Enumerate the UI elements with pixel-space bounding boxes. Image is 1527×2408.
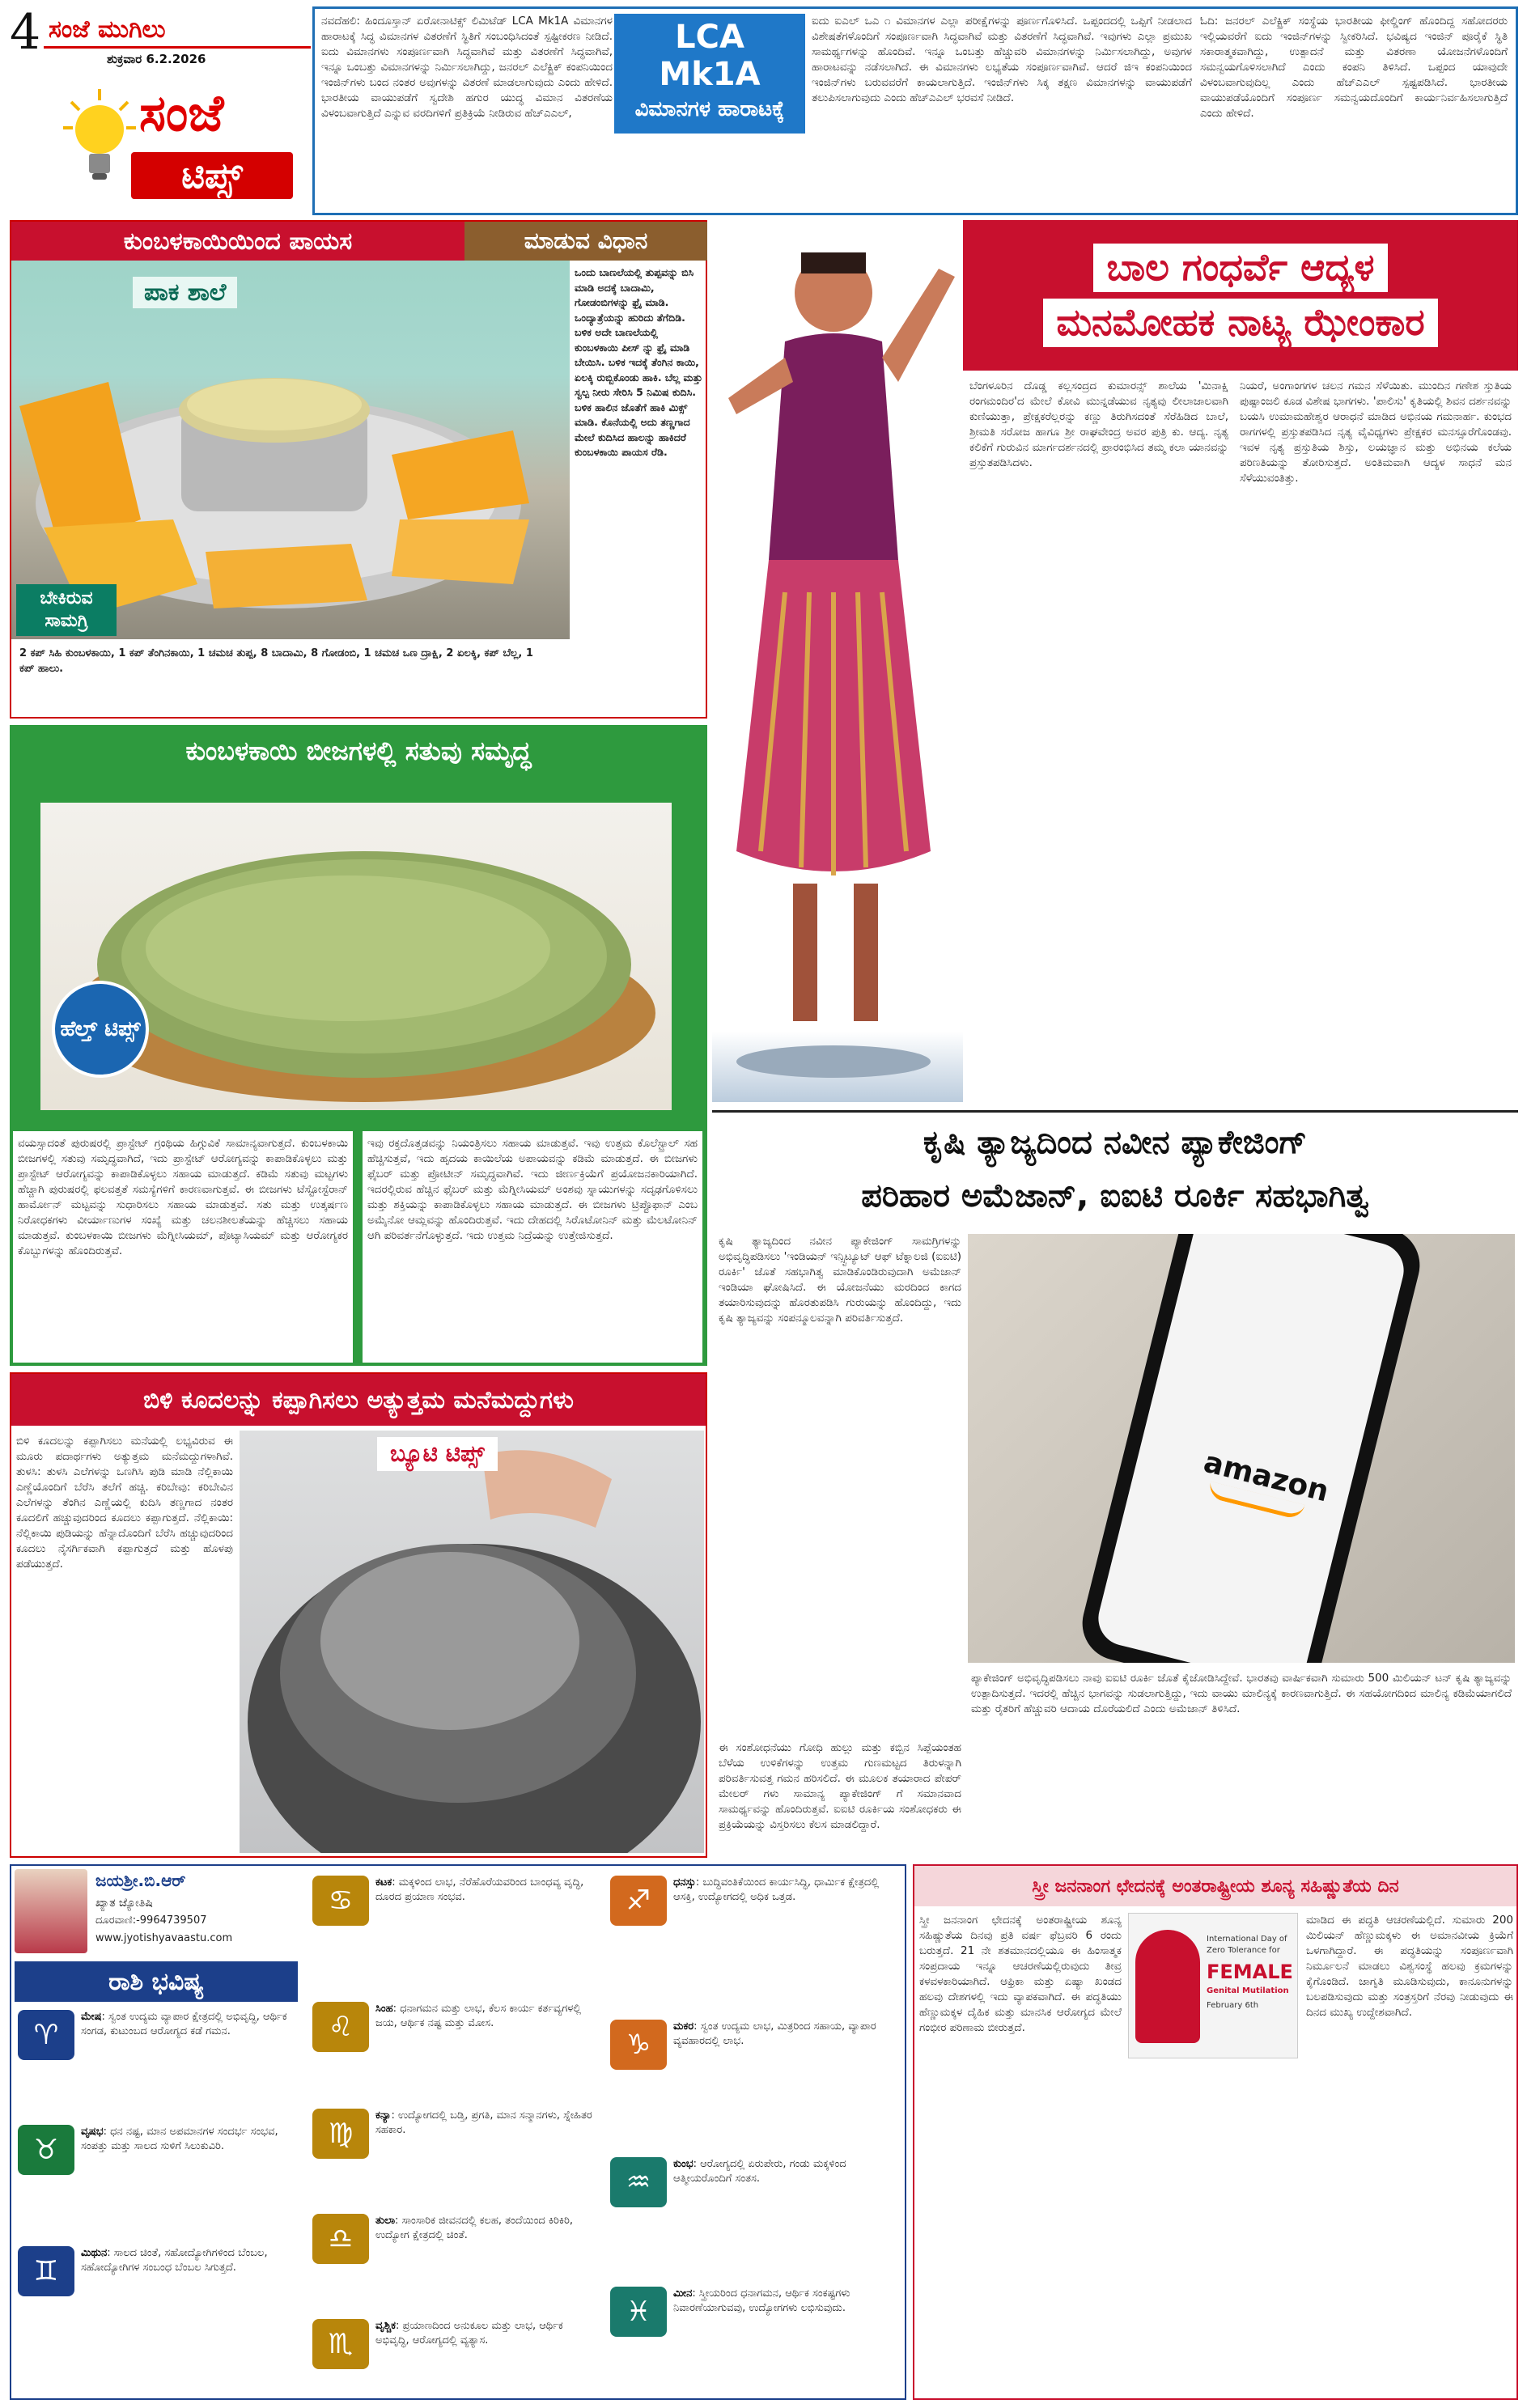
lca-col-1: ನವದೆಹಲಿ: ಹಿಂದೂಸ್ತಾನ್ ಏರೋನಾಟಿಕ್ಸ್ ಲಿಮಿಟೆಡ್ LCA Mk1A ವಿಮಾನಗಳ ಹಾರಾಟಕ್ಕೆ ಸಿದ್ಧ ವಿಮಾನಗಳ ವಿತರಣೆಗೆ ಸ್ಥಿತಿಗೆ ಸಂಬಂಧಿಸಿದಂತೆ ಸ್ಪಷ್ಟೀಕರಣ ನೀಡಿದೆ. ಐದು ವಿಮಾನಗಳು ಸಂಪೂರ್ಣವಾಗಿ ಸಿದ್ಧವಾಗಿವೆ ಮತ್ತು ವಿತರಣೆಗೆ ಸಿದ್ಧವಾಗಿವೆ, ಇನ್ನೂ ಒಂಬತ್ತು ವಿಮಾನಗಳನ್ನು ನಿರ್ಮಿಸಲಾಗಿದ್ದು, ಜನರಲ್ ಎಲೆಕ್ಟ್ರಿಕ್ ಕಂಪನಿಯಿಂದ ಇಂಜಿನ್‌ಗಳು ಬಂದ ನಂತರ ಅವುಗಳನ್ನು ವಿತರಣೆ ಮಾಡಲಾಗುವುದು ಎಂದು ಹೇಳಿದೆ. ಭಾರತೀಯ ವಾಯುಪಡೆಗೆ ಸ್ವದೇಶಿ ಹಗುರ ಯುದ್ಧ ವಿಮಾನ ವಿತರಣೆಯ ವಿಳಂಬವಾಗುತ್ತಿದೆ ಎನ್ನುವ ವರದಿಗಳಿಗೆ ಪ್ರತಿಕ್ರಿಯೆ ನೀಡಿರುವ ಹೆಚ್‌ಎಎಲ್, (321, 15, 613, 120)
seeds-title: ಕುಂಬಳಕಾಯಿ ಬೀಜಗಳಲ್ಲಿ ಸತುವು ಸಮೃದ್ಧ (185, 735, 532, 766)
cancer-icon: ♋ (312, 1876, 369, 1926)
aries-icon: ♈ (18, 2010, 74, 2060)
masthead (10, 6, 308, 209)
rashi-item: ♐ ಧನಸ್ಸು: ಬುದ್ಧಿವಂತಿಕೆಯಿಂದ ಕಾರ್ಯಸಿದ್ಧಿ, ಧಾರ್ಮಿಕ ಕ್ಷೇತ್ರದಲ್ಲಿ ಆಸಕ್ತಿ, ಉದ್ಯೋಗದಲ್ಲಿ ಅಧಿಕ ಒತ್ತಡ. (610, 1876, 901, 1926)
fgm-poster-line4: Genital Mutilation (1207, 1986, 1289, 1995)
rashi-item: ♉ ವೃಷಭ: ಧನ ನಷ್ಟ, ಮಾನ ಅಪಮಾನಗಳ ಸಂದರ್ಭ ಸಂಭವ, ಸಂಪತ್ತು ಮತ್ತು ಸಾಲದ ಸುಳಿಗೆ ಸಿಲುಕುವಿರಿ. (18, 2125, 298, 2175)
hair-title: ಬಿಳಿ ಕೂದಲನ್ನು ಕಪ್ಪಾಗಿಸಲು ಅತ್ಯುತ್ತಮ ಮನೆಮದ್ದುಗಳು (11, 1374, 706, 1426)
lca-subtitle: ವಿಮಾನಗಳ ಹಾರಾಟಕ್ಕೆ ಸಿದ್ಧ (634, 97, 785, 154)
sign-name: ಸಿಂಹ (375, 2003, 393, 2015)
method-title: ಮಾಡುವ ವಿಧಾನ (464, 222, 707, 261)
pisces-icon: ♓ (610, 2287, 667, 2337)
sign-text: ಉದ್ಯೋಗದಲ್ಲಿ ಬಡ್ತಿ, ಪ್ರಗತಿ, ಮಾನ ಸನ್ಮಾನಗಳು, ಸ್ನೇಹಿತರ ಸಹಕಾರ. (375, 2109, 592, 2136)
sagittarius-icon: ♐ (610, 1876, 667, 1926)
amazon-col-2: ಈ ಸಂಶೋಧನೆಯು ಗೋಧಿ ಹುಲ್ಲು ಮತ್ತು ಕಬ್ಬಿನ ಸಿಪ್ಪೆಯಂತಹ ಬೆಳೆಯ ಉಳಿಕೆಗಳನ್ನು ಉತ್ತಮ ಗುಣಮಟ್ಟದ ತಿರುಳನ್ನಾಗಿ ಪರಿವರ್ತಿಸುವತ್ತ ಗಮನ ಹರಿಸಲಿದೆ. ಈ ಮೂಲಕ ತಯಾರಾದ ಪೇಪರ್ ಮೇಲರ್ ಗಳು ಸಾಮಾನ್ಯ ಪ್ಯಾಕೇಜಿಂಗ್ ಗೆ ಸಮಾನವಾದ ಸಾಮರ್ಥ್ಯವನ್ನು ಹೊಂದಿರುತ್ತವೆ. ಐಐಟಿ ರೂರ್ಕಿಯ ಸಂಶೋಧಕರು ಈ ಪ್ರಕ್ರಿಯೆಯನ್ನು ವಿಸ್ತರಿಸಲು ಕೆಲಸ ಮಾಡಲಿದ್ದಾರೆ. (719, 1741, 961, 1831)
sign-name: ಕುಂಭ (673, 2158, 694, 2170)
sign-text: ಧನ ನಷ್ಟ, ಮಾನ ಅಪಮಾನಗಳ ಸಂದರ್ಭ ಸಂಭವ, ಸಂಪತ್ತು ಮತ್ತು ಸಾಲದ ಸುಳಿಗೆ ಸಿಲುಕುವಿರಿ. (81, 2126, 278, 2152)
sign-text: ಆರೋಗ್ಯದಲ್ಲಿ ಏರುಪೇರು, ಗಂಡು ಮಕ್ಕಳಿಂದ ಆತ್ಮೀಯರೊಂದಿಗೆ ಸಂತಸ. (673, 2158, 846, 2185)
sign-text: ಸ್ವಂತ ಉದ್ಯಮ ಲಾಭ, ಮಿತ್ರರಿಂದ ಸಹಾಯ, ವ್ಯಾಪಾರ ವ್ಯವಹಾರದಲ್ಲಿ ಲಾಭ. (673, 2020, 876, 2047)
dancer-headline (963, 220, 1518, 371)
dancer-article (712, 220, 1518, 1102)
section-subtitle: ಟಿಪ್ಸ್ (131, 152, 293, 199)
astro-section (10, 1864, 906, 2400)
rashi-item: ♏ ವೃಶ್ಚಿಕ: ಪ್ರಯಾಣದಿಂದ ಅನುಕೂಲ ಮತ್ತು ಲಾಭ, ಆರ್ಥಿಕ ಅಭಿವೃದ್ಧಿ, ಆರೋಗ್ಯದಲ್ಲಿ ವ್ಯತ್ಯಾಸ. (312, 2319, 596, 2369)
seeds-col-1: ವಯಸ್ಸಾದಂತೆ ಪುರುಷರಲ್ಲಿ ಪ್ರಾಸ್ಟೇಟ್ ಗ್ರಂಥಿಯ ಹಿಗ್ಗುವಿಕೆ ಸಾಮಾನ್ಯವಾಗುತ್ತದೆ. ಕುಂಬಳಕಾಯಿ ಬೀಜಗಳಲ್ಲಿ ಸತುವು ಸಮೃದ್ಧವಾಗಿದೆ, ಇದು ಪ್ರಾಸ್ಟೇಟ್ ಆರೋಗ್ಯವನ್ನು ಕಾಪಾಡಿಕೊಳ್ಳಲು ಮತ್ತು ಪ್ರಾಸ್ಟೇಟ್ ಆರೋಗ್ಯವನ್ನು ಕಾಪಾಡಿಕೊಳ್ಳಲು ಸಹಾಯ ಮಾಡುತ್ತದೆ. ಕಡಿಮೆ ಸತುವು ಮಟ್ಟಗಳು ಹೆಚ್ಚಾಗಿ ಪುರುಷರಲ್ಲಿ ಫಲವತ್ತತೆ ಸಮಸ್ಯೆಗಳಿಗೆ ಕಾರಣವಾಗುತ್ತವೆ. ಈ ಬೀಜಗಳು ಟೆಸ್ಟೋಸ್ಟೆರಾನ್ ಹಾರ್ಮೋನ್ ಮಟ್ಟವನ್ನು ಸುಧಾರಿಸಲು ಸಹಾಯ ಮಾಡುತ್ತವೆ. ಸತು ಮತ್ತು ಉತ್ಕರ್ಷಣ ನಿರೋಧಕಗಳು ವೀರ್ಯಾಣುಗಳ ಸಂಖ್ಯೆ ಮತ್ತು ಚಲನಶೀಲತೆಯನ್ನು ಹೆಚ್ಚಿಸಲು ಸಹಾಯ ಮಾಡುತ್ತವೆ. ಕುಂಬಳಕಾಯಿ ಬೀಜಗಳು ಮೆಗ್ನೀಸಿಯಮ್, ಪೊಟ್ಯಾಸಿಯಮ್ ಮತ್ತು ಆರೋಗ್ಯಕರ ಕೊಬ್ಬುಗಳನ್ನು ಹೊಂದಿರುತ್ತವೆ. (13, 1131, 353, 1363)
sign-text: ಸ್ವಂತ ಉದ್ಯಮ ವ್ಯಾಪಾರ ಕ್ಷೇತ್ರದಲ್ಲಿ ಅಭಿವೃದ್ಧಿ, ಆರ್ಥಿಕ ಸಂಗಡ, ಕುಟುಂಬದ ಆರೋಗ್ಯದ ಕಡೆ ಗಮನ. (81, 2011, 287, 2037)
rashi-item: ♎ ತುಲಾ: ಸಾಂಸಾರಿಕ ಜೀವನದಲ್ಲಿ ಕಲಹ, ತಂದೆಯಿಂದ ಕಿರಿಕಿರಿ, ಉದ್ಯೋಗ ಕ್ಷೇತ್ರದಲ್ಲಿ ಚಿಂತೆ. (312, 2214, 596, 2264)
lca-col-2: ಐದು ಐಎಲ್ ಒಎ ೧ ವಿಮಾನಗಳ ಎಲ್ಲಾ ಪರೀಕ್ಷೆಗಳನ್ನು ಪೂರ್ಣಗೊಳಿಸಿದೆ. ಒಪ್ಪಂದದಲ್ಲಿ ಒಪ್ಪಿಗೆ ನೀಡಲಾದ ವಿಶೇಷತೆಗಳೊಂದಿಗೆ ಸಂಪೂರ್ಣವಾಗಿ ಸಿದ್ಧವಾಗಿವೆ ಮತ್ತು ವಿತರಣೆಗೆ ಸಿದ್ಧವಾಗಿವೆ. ಇವುಗಳು ಎಲ್ಲಾ ಪ್ರಮುಖ ಸಾಮರ್ಥ್ಯಗಳನ್ನು ಹೊಂದಿವೆ. ಇನ್ನೂ ಒಂಬತ್ತು ಹೆಚ್ಚುವರಿ ವಿಮಾನಗಳನ್ನು ನಿರ್ಮಿಸಲಾಗಿದ್ದು, ಅವುಗಳ ಹಾರಾಟವನ್ನು ನಡೆಸಲಾಗಿದೆ. ಈ ವಿಮಾನಗಳು ಲಭ್ಯತೆಯ ಸಂಪೂರ್ಣವಾಗಿವೆ. ಆದರೆ ಜಿಇ ಕಂಪನಿಯಿಂದ ಇಂಜಿನ್‌ಗಳು ಬರುವವರೆಗೆ ಕಾಯಲಾಗುತ್ತಿದೆ. ಇಂಜಿನ್‌ಗಳು ಸಿಕ್ಕ ತಕ್ಷಣ ವಿಮಾನಗಳನ್ನು ವಾಯುಪಡೆಗೆ ತಲುಪಿಸಲಾಗುವುದು ಎಂದು ಹೆಚ್‌ಎಎಲ್ ಭರವಸೆ ನೀಡಿದೆ. (812, 15, 1192, 104)
amazon-title-2: ಪರಿಹಾರ ಅಮೆಜಾನ್, ಐಐಟಿ ರೂರ್ಕಿ ಸಹಭಾಗಿತ್ವ (861, 1177, 1369, 1215)
amazon-col-3: ಪ್ಯಾಕೇಜಿಂಗ್ ಅಭಿವೃದ್ಧಿಪಡಿಸಲು ನಾವು ಐಐಟಿ ರೂರ್ಕಿ ಜೊತೆ ಕೈಜೋಡಿಸಿದ್ದೇವೆ. ಭಾರತವು ವಾರ್ಷಿಕವಾಗಿ ಸುಮಾರು 500 ಮಿಲಿಯನ್ ಟನ್ ಕೃಷಿ ತ್ಯಾಜ್ಯವನ್ನು ಉತ್ಪಾದಿಸುತ್ತದೆ. ಇದರಲ್ಲಿ ಹೆಚ್ಚಿನ ಭಾಗವನ್ನು ಸುಡಲಾಗುತ್ತಿದ್ದು, ಇದು ವಾಯು ಮಾಲಿನ್ಯಕ್ಕೆ ಕಾರಣವಾಗುತ್ತಿದೆ. ಈ ಸಹಯೋಗದಿಂದ ಮಾಲಿನ್ಯ ಕಡಿಮೆಯಾಗಲಿದೆ ಮತ್ತು ರೈತರಿಗೆ ಹೆಚ್ಚುವರಿ ಆದಾಯ ದೊರೆಯಲಿದೆ ಎಂದು ಅಮೆಜಾನ್ ತಿಳಿಸಿದೆ. (971, 1672, 1512, 1715)
sign-name: ವೃಷಭ (81, 2126, 104, 2138)
sign-text: ಧನಾಗಮನ ಮತ್ತು ಲಾಭ, ಕೆಲಸ ಕಾರ್ಯ ಕರ್ತವ್ಯಗಳಲ್ಲಿ ಜಯ, ಆರ್ಥಿಕ ನಷ್ಟ ಮತ್ತು ಮೋಸ. (375, 2003, 582, 2029)
amazon-logo: amazon (1200, 1445, 1333, 1509)
fgm-col-1b (1128, 2065, 1298, 2395)
hair-article (10, 1372, 707, 1858)
seeds-photo (40, 803, 672, 1110)
lca-col-3: ಓದಿ: ಜನರಲ್ ಎಲೆಕ್ಟ್ರಿಕ್ ಸಂಸ್ಥೆಯ ಭಾರತೀಯ ಫೀಲ್ಡಿಂಗ್ ಹೊಂದಿದ್ದ ಸಹೋದರರು ಇಲ್ಲಿಯವರೆಗೆ ಐದು ಇಂಜಿನ್‌ಗಳನ್ನು ಸ್ವೀಕರಿಸಿದೆ. ಭವಿಷ್ಯದ ಇಂಜಿನ್ ಪೂರೈಕೆ ಸ್ಥಿತಿ ಸಕಾರಾತ್ಮಕವಾಗಿದ್ದು, ಉತ್ಪಾದನೆ ಮತ್ತು ವಿತರಣಾ ಯೋಜನೆಗಳೊಂದಿಗೆ ಸಮನ್ವಯಗೊಳಿಸಲಾಗಿದೆ ಎಂದು ಕಂಪನಿ ತಿಳಿಸಿದೆ. ಒಪ್ಪಂದ ಯಾವುದೇ ವಿಳಂಬವಾಗುವುದಿಲ್ಲ ಎಂದು ಹೆಚ್‌ಎಎಲ್ ಸ್ಪಷ್ಟಪಡಿಸಿದೆ. ಭಾರತೀಯ ವಾಯುಪಡೆಯೊಂದಿಗೆ ಸಂಪೂರ್ಣ ಸಮನ್ವಯದೊಂದಿಗೆ ಕಾರ್ಯನಿರ್ವಹಿಸಲಾಗುತ್ತಿದೆ ಎಂದು ಹೇಳಿದೆ. (1200, 15, 1508, 120)
beauty-tips-badge: ಬ್ಯೂಟಿ ಟಿಪ್ಸ್ (377, 1437, 498, 1471)
amazon-phone-photo (968, 1234, 1515, 1663)
sign-name: ಮಿಥುನ (81, 2247, 108, 2259)
amazon-article (712, 1110, 1518, 1858)
sign-name: ಕನ್ಯಾ (375, 2109, 392, 2122)
dancer-col-1: ಬೆಂಗಳೂರಿನ ದೊಡ್ಡ ಕಲ್ಲಸಂದ್ರದ ಕುಮಾರನ್ಸ್ ಶಾಲೆಯ 'ಮಿನಾಕ್ಷಿ ರಂಗಮಂದಿರ'ದ ಮೇಲೆ ಕೋವಿ ಮುನ್ನಡೆಯುವ ನೃತ್ಯವು ಲೀಲಾಜಾಲವಾಗಿ ಕುಣಿಯುತ್ತಾ, ಪ್ರೇಕ್ಷಕರೆಲ್ಲರನ್ನು ಕಣ್ಣು ತಿರುಗಿಸದಂತೆ ಸೆರೆಹಿಡಿದ ಬಾಲೆ, ಶ್ರೀಮತಿ ಸರೋಜ ಹಾಗೂ ಶ್ರೀ ರಾಘವೇಂದ್ರ ಅವರ ಪುತ್ರಿ ಕು. ಆದ್ಯ. ನೃತ್ಯ ಕಲಿಕೆಗೆ ಗುರುವಿನ ಮಾರ್ಗದರ್ಶನದಲ್ಲಿ ಪ್ರಾರಂಭಿಸಿದ ತಮ್ಮ ಕಲಾ ಯಾನವನ್ನು ಪ್ರಸ್ತುತಪಡಿಸಿದಳು. (969, 379, 1228, 469)
amazon-col-1: ಕೃಷಿ ತ್ಯಾಜ್ಯದಿಂದ ನವೀನ ಪ್ಯಾಕೇಜಿಂಗ್ ಸಾಮಗ್ರಿಗಳನ್ನು ಅಭಿವೃದ್ಧಿಪಡಿಸಲು 'ಇಂಡಿಯನ್ ಇನ್ಸ್ಟಿಟ್ಯೂಟ್ ಆಫ್ ಟೆಕ್ನಾಲಜಿ (ಐಐಟಿ) ರೂರ್ಕಿ' ಜೊತೆ ಸಹಭಾಗಿತ್ವ ಮಾಡಿಕೊಂಡಿರುವುದಾಗಿ ಅಮೆಜಾನ್ ಇಂಡಿಯಾ ಘೋಷಿಸಿದೆ. ಈ ಯೋಜನೆಯು ಮರದಿಂದ ಕಾಗದ ತಯಾರಿಸುವುದನ್ನು ಹೊರತುಪಡಿಸಿ ಗುರುಯನ್ನು ಹೊಂದಿದ್ದು, ಇದು ಕೃಷಿ ತ್ಯಾಜ್ಯವನ್ನು ಸಂಪನ್ಮೂಲವನ್ನಾಗಿ ಪರಿವರ್ತಿಸುತ್ತದೆ. (719, 1235, 961, 1325)
astrologer-card (15, 1869, 298, 1958)
payasa-title: ಕುಂಬಳಕಾಯಿಯಿಂದ ಪಾಯಸ (11, 222, 464, 261)
taurus-icon: ♉ (18, 2125, 74, 2175)
seeds-col-2: ಇವು ರಕ್ತದೊತ್ತಡವನ್ನು ನಿಯಂತ್ರಿಸಲು ಸಹಾಯ ಮಾಡುತ್ತವೆ. ಇವು ಉತ್ತಮ ಕೊಲೆಸ್ಟ್ರಾಲ್ ಸಹ ಹೆಚ್ಚಿಸುತ್ತವೆ, ಇದು ಹೃದಯ ಕಾಯಿಲೆಯ ಅಪಾಯವನ್ನು ಕಡಿಮೆ ಮಾಡುತ್ತದೆ. ಈ ಬೀಜಗಳು ಫೈಬರ್ ಮತ್ತು ಪ್ರೋಟೀನ್ ಸಮೃದ್ಧವಾಗಿವೆ. ಇದು ಜೀರ್ಣಕ್ರಿಯೆಗೆ ಪ್ರಯೋಜನಕಾರಿಯಾಗಿದೆ. ಇದರಲ್ಲಿರುವ ಹೆಚ್ಚಿನ ಫೈಬರ್ ಮತ್ತು ಮೆಗ್ನೀಸಿಯಮ್ ಅಂಶವು ಸ್ನಾಯುಗಳನ್ನು ಸದೃಢಗೊಳಿಸಲು ಮತ್ತು ಶಕ್ತಿಯನ್ನು ಕಾಪಾಡಿಕೊಳ್ಳಲು ಸಹಾಯ ಮಾಡುತ್ತದೆ. ಈ ಬೀಜಗಳು ಟ್ರಿಪ್ಟೊಫಾನ್ ಎಂಬ ಅಮೈನೋ ಆಮ್ಲವನ್ನು ಹೊಂದಿರುತ್ತವೆ. ಇದು ದೇಹದಲ್ಲಿ ಸಿರೊಟೋನಿನ್ ಮತ್ತು ಮೆಲಟೋನಿನ್ ಆಗಿ ಪರಿವರ್ತನೆಗೊಳ್ಳುತ್ತದೆ. ಇದು ಉತ್ತಮ ನಿದ್ರೆಯನ್ನು ಉತ್ತೇಜಿಸುತ್ತದೆ. (363, 1131, 702, 1363)
fgm-poster-line3: FEMALE (1207, 1961, 1293, 1983)
dancer-col-2: ನಿಯರೆ, ಅಂಗಾಂಗಗಳ ಚಲನ ಗಮನ ಸೆಳೆಯಿತು. ಮುಂದಿನ ಗಣೇಶ ಸ್ತುತಿಯ ಪುಷ್ಪಾಂಜಲಿ ಕೂಡ ವಿಶೇಷ ಭಾಗಗಳು. 'ಪಾಲಿಸು' ಕೃತಿಯಲ್ಲಿ ಶಿವನ ದರ್ಶನವನ್ನು ಬಯಸಿ ಉಮಾಮಹೇಶ್ವರ ಆರಾಧನೆ ಮಾಡಿದ ಅಭಿನಯ ಗಮನಾರ್ಹ. ಕುಂಭದ ರಾಗಗಳಲ್ಲಿ ಪ್ರಸ್ತುತಪಡಿಸಿದ ನೃತ್ಯ ವೈವಿಧ್ಯಗಳು ಪ್ರೇಕ್ಷಕರ ಮನಸ್ಸೂರೆಗೊಂಡವು. ಇವಳ ನೃತ್ಯ ಪ್ರಸ್ತುತಿಯ ಶಿಸ್ತು, ಲಯಜ್ಞಾನ ಮತ್ತು ಅಭಿನಯ ಕಲೆಯ ಪರಿಣತಿಯನ್ನು ತೋರಿಸುತ್ತದೆ. ಅಂತಿಮವಾಗಿ ಆದ್ಯಳ ಸಾಧನೆ ಮನ ಸೆಳೆಯುವಂತಿತ್ತು. (1240, 379, 1512, 485)
hair-photo (240, 1431, 704, 1853)
hair-text: ಬಿಳಿ ಕೂದಲನ್ನು ಕಪ್ಪಾಗಿಸಲು ಮನೆಯಲ್ಲಿ ಲಭ್ಯವಿರುವ ಈ ಮೂರು ಪದಾರ್ಥಗಳು ಅತ್ಯುತ್ತಮ ಮನೆಮದ್ದುಗಳಾಗಿವೆ. ತುಳಸಿ: ತುಳಸಿ ಎಲೆಗಳನ್ನು ಒಣಗಿಸಿ ಪುಡಿ ಮಾಡಿ ನೆಲ್ಲಿಕಾಯಿ ಎಣ್ಣೆಯೊಂದಿಗೆ ಬೆರೆಸಿ ತಲೆಗೆ ಹಚ್ಚಿ. ಕರಿಬೇವು: ಕರಿಬೇವಿನ ಎಲೆಗಳನ್ನು ತೆಂಗಿನ ಎಣ್ಣೆಯಲ್ಲಿ ಕುದಿಸಿ ತಣ್ಣಗಾದ ನಂತರ ಕೂದಲಿಗೆ ಹಚ್ಚುವುದರಿಂದ ಕೂದಲು ಕಪ್ಪಾಗುತ್ತದೆ. ನೆಲ್ಲಿಕಾಯಿ: ನೆಲ್ಲಿಕಾಯಿ ಪುಡಿಯನ್ನು ಹೆನ್ನಾದೊಂದಿಗೆ ಬೆರೆಸಿ ಹಚ್ಚುವುದರಿಂದ ಕೂದಲು ನೈಸರ್ಗಿಕವಾಗಿ ಕಪ್ಪಾಗುತ್ತದೆ ಮತ್ತು ಹೊಳಪು ಪಡೆಯುತ್ತದೆ. (16, 1435, 233, 1571)
capricorn-icon: ♑ (610, 2020, 667, 2070)
sign-name: ಮೇಷ (81, 2011, 102, 2023)
libra-icon: ♎ (312, 2214, 369, 2264)
fgm-col-2: ಮಾಡಿದ ಈ ಪದ್ಧತಿ ಆಚರಣೆಯಲ್ಲಿದೆ. ಸುಮಾರು 200 ಮಿಲಿಯನ್ ಹೆಣ್ಣುಮಕ್ಕಳು ಈ ಅಮಾನವೀಯ ಕ್ರಿಯೆಗೆ ಒಳಗಾಗಿದ್ದಾರೆ. ಈ ಪದ್ಧತಿಯನ್ನು ಸಂಪೂರ್ಣವಾಗಿ ನಿರ್ಮೂಲನೆ ಮಾಡಲು ವಿಶ್ವಸಂಸ್ಥೆ ಹಲವು ಕ್ರಮಗಳನ್ನು ಕೈಗೊಂಡಿದೆ. ಜಾಗೃತಿ ಮೂಡಿಸುವುದು, ಕಾನೂನುಗಳನ್ನು ಬಲಪಡಿಸುವುದು ಮತ್ತು ಸಂತ್ರಸ್ತರಿಗೆ ನೆರವು ನೀಡುವುದು ಈ ದಿನದ ಮುಖ್ಯ ಉದ್ದೇಶವಾಗಿದೆ. (1306, 1914, 1513, 2019)
lca-title: LCA Mk1A (659, 19, 761, 93)
page-number: 4 (10, 4, 41, 61)
aquarius-icon: ♒ (610, 2157, 667, 2207)
lca-col-1b (614, 138, 805, 210)
sign-name: ಧನಸ್ಸು (673, 1876, 696, 1889)
scorpio-icon: ♏ (312, 2319, 369, 2369)
payasa-photo (11, 261, 570, 639)
rashi-item: ♈ ಮೇಷ: ಸ್ವಂತ ಉದ್ಯಮ ವ್ಯಾಪಾರ ಕ್ಷೇತ್ರದಲ್ಲಿ ಅಭಿವೃದ್ಧಿ, ಆರ್ಥಿಕ ಸಂಗಡ, ಕುಟುಂಬದ ಆರೋಗ್ಯದ ಕಡೆ ಗಮನ. (18, 2010, 298, 2060)
rashi-item: ♌ ಸಿಂಹ: ಧನಾಗಮನ ಮತ್ತು ಲಾಭ, ಕೆಲಸ ಕಾರ್ಯ ಕರ್ತವ್ಯಗಳಲ್ಲಿ ಜಯ, ಆರ್ಥಿಕ ನಷ್ಟ ಮತ್ತು ಮೋಸ. (312, 2002, 596, 2052)
sign-name: ವೃಶ್ಚಿಕ (375, 2320, 396, 2332)
sign-text: ಸಾಂಸಾರಿಕ ಜೀವನದಲ್ಲಿ ಕಲಹ, ತಂದೆಯಿಂದ ಕಿರಿಕಿರಿ, ಉದ್ಯೋಗ ಕ್ಷೇತ್ರದಲ್ಲಿ ಚಿಂತೆ. (375, 2215, 573, 2241)
fgm-article (913, 1864, 1518, 2400)
sign-text: ಮಕ್ಕಳಿಂದ ಲಾಭ, ನೆರೆಹೊರೆಯವರಿಂದ ಬಾಂಧವ್ಯ ವೃದ್ಧಿ, ದೂರದ ಪ್ರಯಾಣ ಸಂಭವ. (375, 1876, 584, 1903)
fgm-poster-line1: International Day of (1207, 1935, 1287, 1944)
astrologer-site: www.jyotishyavaastu.com (95, 1932, 233, 1944)
issue-date: ಶುಕ್ರವಾರ 6.2.2026 (107, 52, 206, 66)
dancer-title-1: ಬಾಲ ಗಂಧರ್ವೆ ಆದ್ಯಳ (1093, 244, 1387, 292)
astrologer-role: ಖ್ಯಾತ ಜ್ಯೋತಿಷಿ (95, 1897, 153, 1910)
rashi-item: ♋ ಕಟಕ: ಮಕ್ಕಳಿಂದ ಲಾಭ, ನೆರೆಹೊರೆಯವರಿಂದ ಬಾಂಧವ್ಯ ವೃದ್ಧಿ, ದೂರದ ಪ್ರಯಾಣ ಸಂಭವ. (312, 1876, 596, 1926)
rashi-item: ♓ ಮೀನ: ಸ್ತ್ರೀಯರಿಂದ ಧನಾಗಮನ, ಆರ್ಥಿಕ ಸಂಕಷ್ಟಗಳು ನಿವಾರಣೆಯಾಗುವವು, ಉದ್ಯೋಗಗಳು ಲಭಿಸುವುದು. (610, 2287, 901, 2337)
fgm-poster-line2: Zero Tolerance for (1207, 1946, 1280, 1955)
sign-text: ಸಾಲದ ಚಿಂತೆ, ಸಹೋದ್ಯೋಗಿಗಳಿಂದ ಬೆಂಬಲ, ಸಹೋದ್ಯೋಗಿಗಳ ಸಂಬಂಧ ಬೆಂಬಲ ಸಿಗುತ್ತದೆ. (81, 2247, 268, 2274)
sign-name: ಮೀನ (673, 2287, 693, 2300)
fgm-poster-line5: February 6th (1207, 2001, 1259, 2010)
amazon-title-1: ಕೃಷಿ ತ್ಯಾಜ್ಯದಿಂದ ನವೀನ ಪ್ಯಾಕೇಜಿಂಗ್ (923, 1124, 1308, 1161)
fgm-poster-hand (1135, 1930, 1200, 2043)
leo-icon: ♌ (312, 2002, 369, 2052)
payasa-ingredients: 2 ಕಪ್ ಸಿಹಿ ಕುಂಬಳಕಾಯಿ, 1 ಕಪ್ ತೆಂಗಿನಕಾಯಿ, 1 ಚಮಚ ತುಪ್ಪ, 8 ಬಾದಾಮಿ, 8 ಗೋಡಂಬಿ, 1 ಚಮಚ ಒಣ ದ್ರಾಕ್ಷಿ, 2 ಏಲಕ್ಕಿ, ಕಪ್ ಬೆಲ್ಲ, 1 ಕಪ್ ಹಾಲು. (19, 647, 533, 675)
sign-text: ಪ್ರಯಾಣದಿಂದ ಅನುಕೂಲ ಮತ್ತು ಲಾಭ, ಆರ್ಥಿಕ ಅಭಿವೃದ್ಧಿ, ಆರೋಗ್ಯದಲ್ಲಿ ವ್ಯತ್ಯಾಸ. (375, 2320, 563, 2347)
rashi-item: ♍ ಕನ್ಯಾ: ಉದ್ಯೋಗದಲ್ಲಿ ಬಡ್ತಿ, ಪ್ರಗತಿ, ಮಾನ ಸನ್ಮಾನಗಳು, ಸ್ನೇಹಿತರ ಸಹಕಾರ. (312, 2109, 596, 2159)
kitchen-label: ಪಾಕ ಶಾಲೆ (133, 277, 237, 308)
fgm-col-1: ಸ್ತ್ರೀ ಜನನಾಂಗ ಛೇದನಕ್ಕೆ ಅಂತರಾಷ್ಟ್ರೀಯ ಶೂನ್ಯ ಸಹಿಷ್ಣುತೆಯ ದಿನವು ಪ್ರತಿ ವರ್ಷ ಫೆಬ್ರವರಿ 6 ರಂದು ಬರುತ್ತದೆ. 21 ನೇ ಶತಮಾನದಲ್ಲಿಯೂ ಈ ಹಿಂಸಾತ್ಮಕ ಸಂಪ್ರದಾಯ ಇನ್ನೂ ಆಚರಣೆಯಲ್ಲಿರುವುದು ತೀವ್ರ ಕಳವಳಕಾರಿಯಾಗಿದೆ. ಆಫ್ರಿಕಾ ಮತ್ತು ಏಷ್ಯಾ ಖಂಡದ ಹಲವು ದೇಶಗಳಲ್ಲಿ ಇದು ವ್ಯಾಪಕವಾಗಿದೆ. ಈ ಪದ್ಧತಿಯು ಹೆಣ್ಣುಮಕ್ಕಳ ದೈಹಿಕ ಮತ್ತು ಮಾನಸಿಕ ಆರೋಗ್ಯದ ಮೇಲೆ ಗಂಭೀರ ಪರಿಣಾಮ ಬೀರುತ್ತದೆ. (919, 1914, 1122, 2034)
sign-name: ಮಕರ (673, 2020, 694, 2033)
ingredients-label: ಬೇಕಿರುವ ಸಾಮಗ್ರಿ (16, 584, 117, 636)
payasa-article (10, 220, 707, 719)
astrologer-name: ಜಯಶ್ರೀ.ಬಿ.ಆರ್ (95, 1871, 186, 1890)
rashi-heading: ರಾಶಿ ಭವಿಷ್ಯ (15, 1961, 298, 2002)
sign-text: ಬುದ್ಧಿವಂತಿಕೆಯಿಂದ ಕಾರ್ಯಸಿದ್ಧಿ, ಧಾರ್ಮಿಕ ಕ್ಷೇತ್ರದಲ್ಲಿ ಆಸಕ್ತಿ, ಉದ್ಯೋಗದಲ್ಲಿ ಅಧಿಕ ಒತ್ತಡ. (673, 1876, 880, 1903)
dancer-photo (712, 220, 963, 1102)
sign-name: ಕಟಕ (375, 1876, 392, 1889)
lca-article (312, 6, 1518, 215)
payasa-method: ಒಂದು ಬಾಣಲೆಯಲ್ಲಿ ತುಪ್ಪವನ್ನು ಬಿಸಿ ಮಾಡಿ ಅದಕ್ಕೆ ಬಾದಾಮಿ, ಗೋಡಂಬಿಗಳನ್ನು ಫ್ರೈ ಮಾಡಿ. ಒಂದ್ಯಾತ್ರೆಯನ್ನು ಹುರಿದು ತೆಗೆದಿಡಿ. ಬಳಿಕ ಅದೇ ಬಾಣಲೆಯಲ್ಲಿ ಕುಂಬಳಕಾಯಿ ಪೀಸ್ ನ್ನು ಫ್ರೈ ಮಾಡಿ ಬೇಯಿಸಿ. ಬಳಿಕ ಇದಕ್ಕೆ ತೆಂಗಿನ ಕಾಯಿ, ಏಲಕ್ಕಿ ರುಬ್ಬಿಕೊಂಡು ಹಾಕಿ. ಬೆಲ್ಲ ಮತ್ತು ಸ್ವಲ್ಪ ನೀರು ಸೇರಿಸಿ 5 ನಿಮಿಷ ಕುದಿಸಿ. ಬಳಿಕ ಹಾಲಿನ ಜೊತೆಗೆ ಹಾಕಿ ಮಿಕ್ಸ್ ಮಾಡಿ. ಕೊನೆಯಲ್ಲಿ ಅದು ತಣ್ಣಗಾದ ಮೇಲೆ ಕುದಿಸಿದ ಹಾಲನ್ನು ಹಾಕಿದರೆ ಕುಂಬಳಕಾಯಿ ಪಾಯಸ ರೆಡಿ. (575, 266, 703, 458)
sign-text: ಸ್ತ್ರೀಯರಿಂದ ಧನಾಗಮನ, ಆರ್ಥಿಕ ಸಂಕಷ್ಟಗಳು ನಿವಾರಣೆಯಾಗುವವು, ಉದ್ಯೋಗಗಳು ಲಭಿಸುವುದು. (673, 2287, 850, 2314)
section-title: ಸಂಜೆ (139, 83, 224, 142)
sign-name: ತುಲಾ (375, 2215, 396, 2227)
rashi-item: ♊ ಮಿಥುನ: ಸಾಲದ ಚಿಂತೆ, ಸಹೋದ್ಯೋಗಿಗಳಿಂದ ಬೆಂಬಲ, ಸಹೋದ್ಯೋಗಿಗಳ ಸಂಬಂಧ ಬೆಂಬಲ ಸಿಗುತ್ತದೆ. (18, 2246, 298, 2296)
virgo-icon: ♍ (312, 2109, 369, 2159)
rashi-item: ♑ ಮಕರ: ಸ್ವಂತ ಉದ್ಯಮ ಲಾಭ, ಮಿತ್ರರಿಂದ ಸಹಾಯ, ವ್ಯಾಪಾರ ವ್ಯವಹಾರದಲ್ಲಿ ಲಾಭ. (610, 2020, 901, 2070)
gemini-icon: ♊ (18, 2246, 74, 2296)
lca-headline (614, 14, 805, 154)
bulb-icon (63, 87, 136, 184)
fgm-poster (1128, 1913, 1298, 2058)
paper-name: ಸಂಜೆ ಮುಗಿಲು (49, 15, 166, 44)
dancer-title-2: ಮನಮೋಹಕ ನಾಟ್ಯ ಝೇಂಕಾರ (1043, 299, 1437, 347)
astrologer-phone: ದೂರವಾಣಿ:-9964739507 (95, 1914, 207, 1927)
fgm-title: ಸ್ತ್ರೀ ಜನನಾಂಗ ಛೇದನಕ್ಕೆ ಅಂತರಾಷ್ಟ್ರೀಯ ಶೂನ್ಯ ಸಹಿಷ್ಣುತೆಯ ದಿನ (914, 1866, 1516, 1906)
rashi-item: ♒ ಕುಂಭ: ಆರೋಗ್ಯದಲ್ಲಿ ಏರುಪೇರು, ಗಂಡು ಮಕ್ಕಳಿಂದ ಆತ್ಮೀಯರೊಂದಿಗೆ ಸಂತಸ. (610, 2157, 901, 2207)
health-tips-badge: ಹೆಲ್ತ್ ಟಿಪ್ಸ್ (52, 981, 149, 1078)
astrologer-photo (15, 1869, 87, 1953)
seeds-article (10, 725, 707, 1366)
